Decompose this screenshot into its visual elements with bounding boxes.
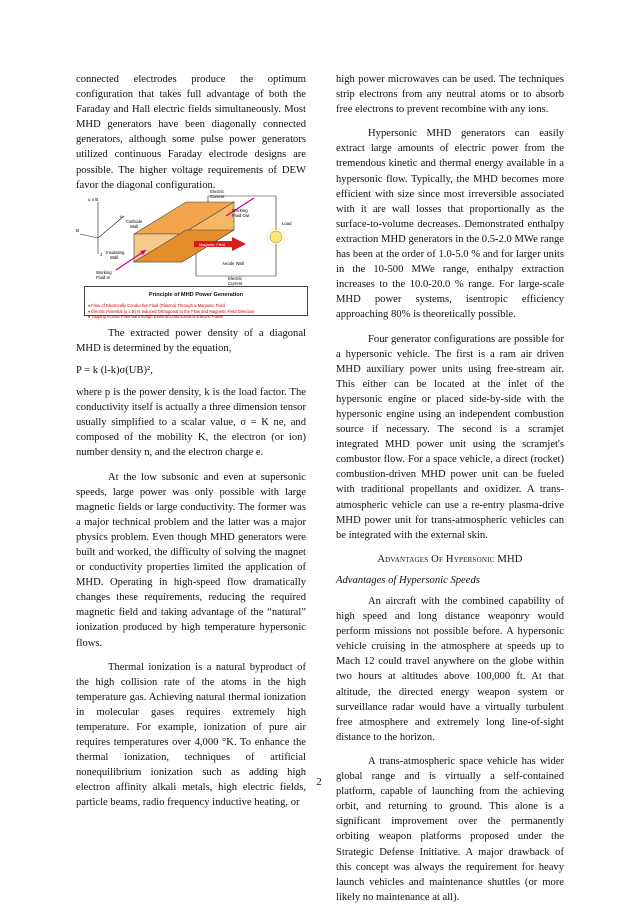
- mhd-figure: [76, 188, 306, 320]
- elec-top-label: Electric: [210, 188, 225, 194]
- elec-top-label-2: Current: [210, 193, 225, 199]
- insulating-label-2: Wall: [110, 254, 119, 260]
- load-label: Load: [282, 220, 292, 226]
- paragraph: Thermal ionization is a natural byproduct of the high collision rate of the atoms in the high temperature gas. Achieving natural thermal ionization in molecular gases requires extremely high temperature. For example, ionization of pure air requires temperatures over 4,000 °K. To enhance the thermal ionization, techniques of artificial nonequilibrium ionization such as adding high electron affinity alkali metals, high electric fields, particle beams, radio frequency inductive heating, or: [76, 661, 306, 809]
- caption-line: ♦ Flow of Electrically Conductive Fluid (Plasma) Through a Magnetic Field: [88, 302, 225, 308]
- paragraph: where p is the power density, k is the load factor. The conductivity itself is actually a three dimension tensor usually simplified to a scalar value, σ = K ne, and composed of the mobility K, the electron (or ion) number density n, and the electron charge e.: [76, 387, 306, 459]
- working-in-label: Working: [96, 269, 112, 275]
- working-out-label-2: Fluid Out: [232, 212, 250, 218]
- section-heading: Advantages Of Hypersonic MHD: [377, 553, 523, 565]
- b-label: B: [76, 227, 80, 233]
- u-axis: [98, 213, 124, 238]
- working-out-label: Working: [232, 207, 248, 213]
- load-bulb-icon: [270, 231, 282, 243]
- page-number: 2: [316, 776, 322, 788]
- left-column: [76, 72, 306, 811]
- paragraph: At the low subsonic and even at supersonic speeds, large power was only possible with large magnetic fields or large conductivity. The former was a major technical problem and the latter was a major physics problem. Even though MHD generators were built and worked, the difficulty of solving the magnet or conductivity properties limited the application of MHD. Operating in high-speed flow dramatically changes these requirements, reducing the required magnetic field and taking advantage of the “natural” ionization produced by high temperature hypersonic flows.: [76, 471, 306, 649]
- cathode-label-2: Wall: [130, 223, 139, 229]
- elec-bot-label: Electric: [228, 275, 243, 281]
- u-label: u: [120, 213, 123, 219]
- mhd-diagram: [76, 188, 306, 286]
- paragraph: A trans-atmospheric space vehicle has wider global range and is virtually a self-contained platform, capable of launching from the achieving orbit, and returning to ground. This alone is a significant improvement over the permanently orbiting weapon platforms proposed under the Strategic Defense Initiative. A major drawback of this concept was always the requirement for heavy launch vehicles and maintenance shuttles (or more likely no maintenance at all).: [336, 755, 564, 903]
- subsection-heading: Advantages of Hypersonic Speeds: [336, 574, 480, 586]
- anode-label: Anode Wall: [222, 260, 244, 266]
- figure-caption: [84, 286, 308, 320]
- paragraph: Hypersonic MHD generators can easily extract large amounts of electric power from the tremendous kinetic and thermal energy available in a hypersonic flow. Typically, the MHD becomes more efficient with size since most irreversible associated with it are wall losses that proportionally as the surface-to-volume decreases. Demonstrated enthalpy extraction MHD generators in the 0.5-2.0 MWe range has been at the order of 1.0-5.0 % and for larger units in the 10-500 MWe range, enthalpy extraction increases to the 10.0-20.0 % range. For large-scale MHD power systems, isentropic efficiency approaching 80% is theoretically possible.: [336, 128, 564, 321]
- cathode-label: Cathode: [126, 218, 143, 224]
- j-label: J: [100, 251, 103, 257]
- working-in-label-2: Fluid In: [96, 274, 111, 280]
- paragraph: An aircraft with the combined capability of high speed and long distance weaponry would perform missions not possible before. A hypersonic vehicle cruising in the atmosphere at speeds up to Mach 12 could travel anywhere on the globe within two hours at altitudes above 100,000 ft. At that altitude, the directed energy weapon system or surveillance radar would have a virtually turbulent free atmosphere and extremely long line-of-sight distance to the horizon.: [336, 596, 564, 743]
- insulating-label: Insulating: [106, 249, 125, 255]
- b-axis: [80, 234, 98, 238]
- caption-line: ♦ Tapping Across Potential through External Load Extracts Electric Power: [88, 314, 224, 320]
- paragraph: Four generator configurations are possible for a hypersonic vehicle. The first is a ram air driven MHD auxiliary power units using free-stream air. This either can be located at the inlet of the hypersonic engine or placed side-by-side with the hypersonic engine using an independent combustion source if necessary. The second is a scramjet integrated MHD power unit using the scramjet's combustor flow. For a space vehicle, a direct (rocket) combustion-driven MHD power unit can be fueled with traditional propellants and oxidizer. A trans-atmospheric vehicle can use a re-entry plasma-drive MHD power unit for trans-atmospheric vehicles can be integrated with the external skin.: [336, 333, 564, 541]
- paragraph: The extracted power density of a diagonal MHD is determined by the equation,: [76, 327, 306, 354]
- magnetic-field-label: Magnetic Field: [199, 241, 226, 247]
- equation: P = k (l-k)σ(UB)²,: [76, 364, 153, 376]
- uxb-label: u x B: [88, 196, 99, 202]
- caption-line: ♦ Electric Potential (u x B) Is Induced Orthogonal to the Flow and Magnetic Field Direction: [88, 308, 255, 314]
- elec-bot-label-2: Current: [228, 280, 243, 286]
- caption-title: Principle of MHD Power Generation: [148, 291, 244, 298]
- paragraph: connected electrodes produce the optimum configuration that takes full advantage of both the Faraday and Hall electric fields simultaneously. Most MHD generators have been diagonally connected generators, although some pulse power generators utilized continuous Faraday electrode designs are possible. The higher voltage requirements of DEW favor the diagonal configuration.: [76, 74, 306, 191]
- paragraph: high power microwaves can be used. The techniques strip electrons from any neutral atoms or to absorb free electrons to prevent recombine with any ions.: [336, 74, 564, 116]
